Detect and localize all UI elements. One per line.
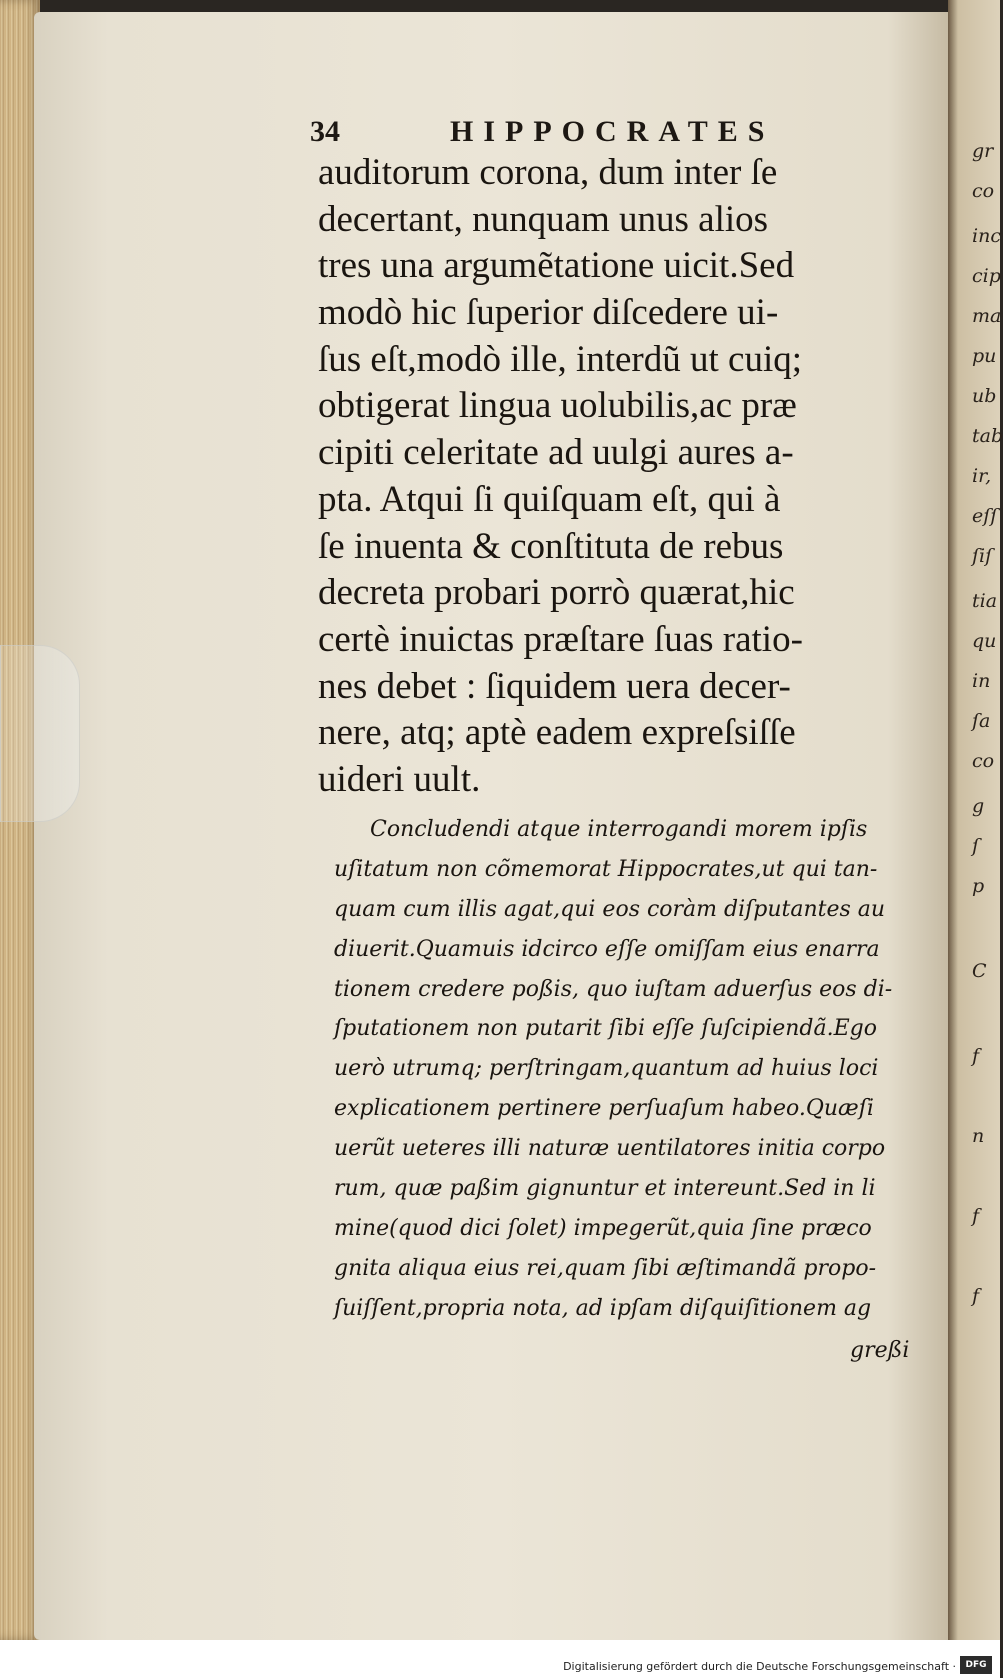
adjacent-fragment: inc — [972, 225, 1001, 247]
adjacent-fragment: co — [972, 750, 995, 772]
commentary-line: uſitatum non cõmemorat Hippocrates,ut qui tan- — [334, 856, 878, 882]
main-text-line: decertant, nunquam unus alios — [318, 198, 769, 240]
adjacent-fragment: g — [972, 795, 985, 817]
main-text-line: nes debet : ſiquidem uera decer- — [318, 665, 791, 707]
catchword: greßi — [850, 1338, 910, 1363]
page-tab-marker — [0, 645, 80, 822]
main-text-block — [318, 150, 903, 804]
commentary-line: uerò utrumq; perſtringam,quantum ad huius loci — [334, 1056, 879, 1082]
adjacent-fragment: pu — [972, 345, 997, 367]
commentary-line: ſuiſſent,propria nota, ad ipſam diſquiſitionem ag — [334, 1295, 872, 1321]
adjacent-fragment: ma — [972, 305, 1002, 327]
adjacent-fragment: tab — [972, 425, 1003, 447]
commentary-line: diuerit.Quamuis idcirco eſſe omiſſam eius enarra — [334, 936, 880, 962]
adjacent-fragment: co — [972, 180, 995, 202]
adjacent-fragment: ſa — [972, 710, 991, 732]
adjacent-fragment: cip — [972, 265, 1001, 287]
running-header — [310, 115, 910, 155]
page-number: 34 — [310, 115, 340, 148]
main-text-line: tres una argumẽtatione uicit.Sed — [318, 245, 795, 287]
adjacent-fragment: eſſ — [972, 505, 998, 527]
commentary-line: Concludendi atque interrogandi morem ipſis — [370, 817, 868, 842]
commentary-line: uerũt ueteres illi naturæ uentilatores initia corpo — [334, 1136, 886, 1162]
adjacent-fragment: ir, — [972, 465, 992, 487]
commentary-line: mine(quod dici ſolet) impegerũt,quia ſine præco — [334, 1215, 872, 1241]
adjacent-fragment: gr — [972, 140, 994, 162]
adjacent-fragment: tia — [972, 590, 998, 612]
commentary-line: tionem credere poßis, quo iuſtam aduerſus eos di- — [334, 976, 893, 1002]
running-title: HIPPOCRATES — [450, 115, 775, 148]
adjacent-fragment: qu — [972, 630, 997, 652]
main-text-line: decreta probari porrò quærat,hic — [318, 572, 795, 614]
main-text-line: obtigerat lingua uolubilis,ac præ — [318, 385, 797, 427]
commentary-line: rum, quæ paßim gignuntur et intereunt.Sed in li — [334, 1176, 876, 1202]
main-text-line: cipiti celeritate ad uulgi aures a- — [318, 432, 794, 474]
adjacent-fragment: ſ — [972, 835, 980, 857]
main-text-line: pta. Atqui ſi quiſquam eſt, qui à — [318, 478, 781, 520]
main-text-line: modò hic ſuperior diſcedere ui- — [318, 292, 779, 334]
main-text-line: nere, atq; aptè eadem expreſsiſſe — [318, 712, 796, 754]
adjacent-fragment: f — [972, 1045, 980, 1067]
commentary-line: gnita aliqua eius rei,quam ſibi æſtimandã propo- — [334, 1255, 877, 1281]
dfg-logo: DFG — [960, 1656, 992, 1674]
commentary-line: explicationem pertinere perſuaſum habeo.Quæſi — [334, 1096, 874, 1122]
main-text-line: auditorum corona, dum inter ſe — [318, 152, 778, 193]
adjacent-fragment: ub — [972, 385, 997, 407]
main-text-line: uideri uult. — [318, 758, 481, 800]
adjacent-fragment: p — [972, 875, 985, 897]
adjacent-fragment: f — [972, 1285, 980, 1307]
adjacent-page-edge — [948, 0, 1003, 1640]
digitization-credit: Digitalisierung gefördert durch die Deutsche Forschungsgemeinschaft · — [563, 1660, 956, 1673]
adjacent-fragment: C — [972, 960, 987, 982]
adjacent-fragment: f — [972, 1205, 980, 1227]
main-text-line: ſe inuenta & conſtituta de rebus — [318, 525, 784, 567]
commentary-line: ſputationem non putarit ſibi eſſe ſuſcipiendã.Ego — [334, 1016, 877, 1042]
adjacent-fragment: in — [972, 670, 991, 692]
adjacent-fragment: ſiſ — [972, 545, 993, 567]
main-text-line: certè inuictas præſtare ſuas ratio- — [318, 618, 803, 660]
adjacent-fragment: n — [972, 1125, 985, 1147]
commentary-block — [334, 810, 924, 1329]
main-text-line: ſus eſt,modò ille, interdũ ut cuiq; — [318, 338, 803, 380]
commentary-line: quam cum illis agat,qui eos coràm diſputantes au — [334, 896, 886, 922]
